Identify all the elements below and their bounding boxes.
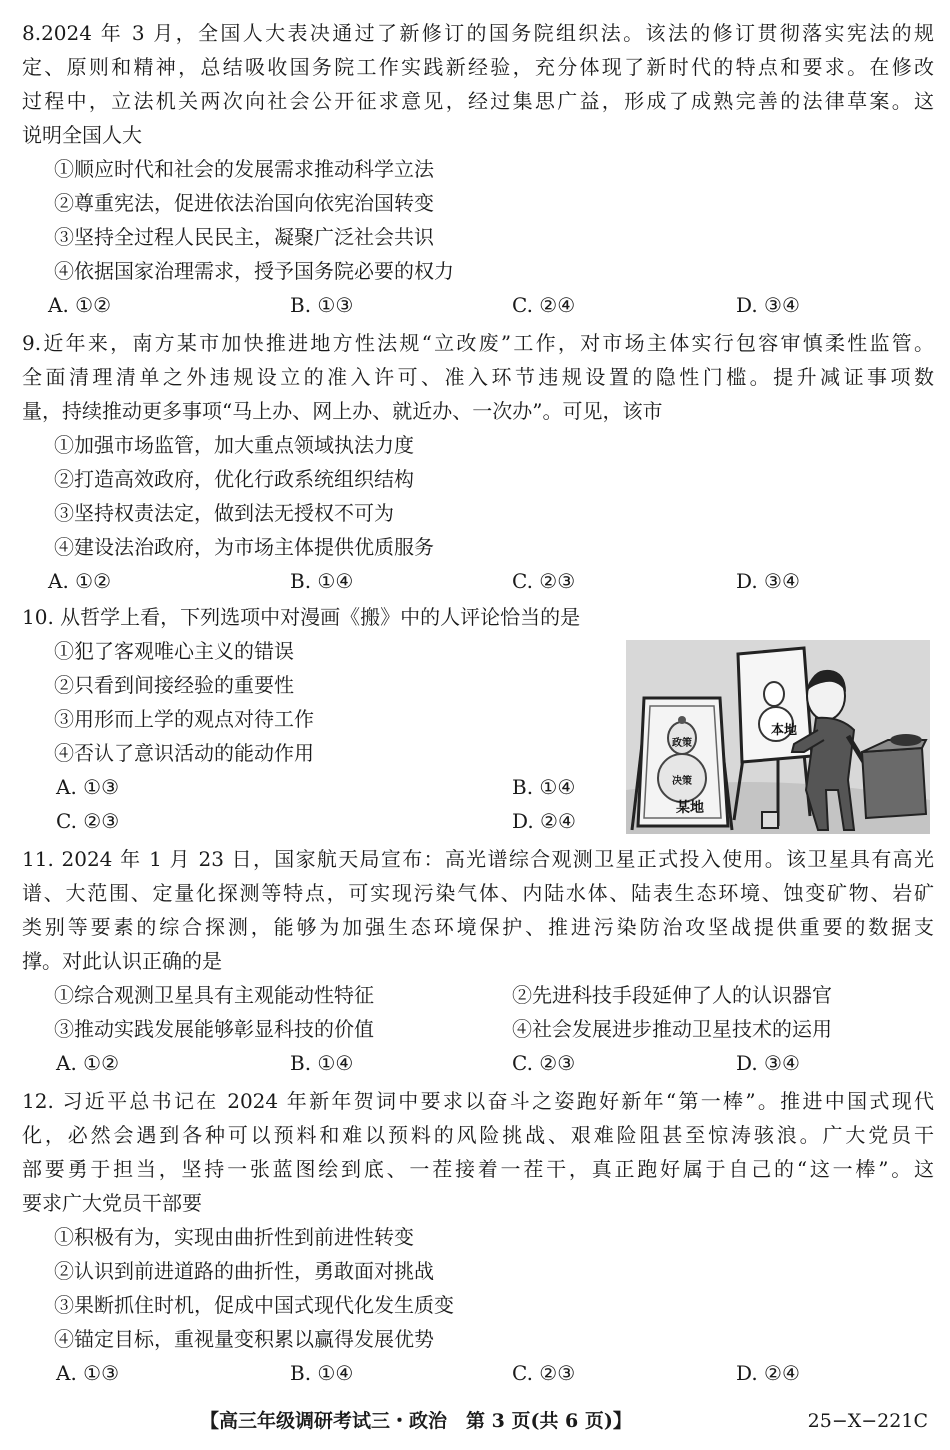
question-stem-line: 12. 习近平总书记在 2024 年新年贺词中要求以奋斗之姿跑好新年“第一棒”。推进中国式现代 <box>22 1089 934 1113</box>
option-c[interactable]: C. ②③ <box>56 809 120 833</box>
statement-4: ④建设法治政府，为市场主体提供优质服务 <box>54 535 434 559</box>
statement-2: ②先进科技手段延伸了人的认识器官 <box>512 983 832 1007</box>
option-a[interactable]: A. ①③ <box>56 775 120 799</box>
question-12 <box>22 1084 934 1390</box>
statement-row <box>22 1012 934 1046</box>
answer-options <box>22 564 934 598</box>
question-stem-line: 量，持续推动更多事项“马上办、网上办、就近办、一次办”。可见，该市 <box>22 399 663 423</box>
question-stem-line: 要求广大党员干部要 <box>22 1191 202 1215</box>
statement-row <box>22 978 934 1012</box>
statement-1: ①犯了客观唯心主义的错误 <box>54 639 294 663</box>
question-stem-line: 全面清理清单之外违规设立的准入许可、准入环节违规设置的隐性门槛。提升减证事项数 <box>22 365 934 389</box>
option-a[interactable]: A. ①③ <box>56 1361 120 1385</box>
statement-3: ③坚持全过程人民民主，凝聚广泛社会共识 <box>54 225 434 249</box>
statement-3: ③果断抓住时机，促成中国式现代化发生质变 <box>54 1293 454 1317</box>
statement-4: ④社会发展进步推动卫星技术的运用 <box>512 1017 832 1041</box>
statement-1: ①综合观测卫星具有主观能动性特征 <box>54 983 374 1007</box>
option-c[interactable]: C. ②④ <box>512 293 576 317</box>
left-gourd-bottom-label: 决策 <box>672 776 692 787</box>
option-a[interactable]: A. ①② <box>56 1051 120 1075</box>
statement-1: ①顺应时代和社会的发展需求推动科学立法 <box>54 157 434 181</box>
statement-3: ③推动实践发展能够彰显科技的价值 <box>54 1017 374 1041</box>
statement-2: ②只看到间接经验的重要性 <box>54 673 294 697</box>
option-d[interactable]: D. ②④ <box>736 1361 800 1385</box>
option-a[interactable]: A. ①② <box>48 569 112 593</box>
footer-title: 【高三年级调研考试三・政治 第 3 页(共 6 页)】 <box>200 1410 632 1432</box>
footer-code: 25−X−221C <box>807 1410 928 1432</box>
option-d[interactable]: D. ③④ <box>736 569 800 593</box>
option-b[interactable]: B. ①④ <box>512 775 576 799</box>
question-stem-line: 说明全国人大 <box>22 123 142 147</box>
left-gourd-top-label: 政策 <box>672 738 692 749</box>
statement-4: ④否认了意识活动的能动作用 <box>54 741 314 765</box>
question-stem-line: 部要勇于担当，坚持一张蓝图绘到底、一茬接着一茬干，真正跑好属于自己的“这一棒”。这 <box>22 1157 934 1181</box>
option-d[interactable]: D. ③④ <box>736 293 800 317</box>
left-board <box>632 698 732 830</box>
question-stem-line: 8.2024 年 3 月，全国人大表决通过了新修订的国务院组织法。该法的修订贯彻落实宪法的规 <box>22 21 934 45</box>
cartoon-image <box>626 640 930 834</box>
question-stem-line: 谱、大范围、定量化探测等特点，可实现污染气体、内陆水体、陆表生态环境、蚀变矿物、岩矿 <box>22 881 934 905</box>
option-c[interactable]: C. ②③ <box>512 1051 576 1075</box>
side-table <box>862 734 926 818</box>
page-footer <box>0 1404 950 1438</box>
option-d[interactable]: D. ②④ <box>512 809 576 833</box>
statement-1: ①积极有为，实现由曲折性到前进性转变 <box>54 1225 414 1249</box>
option-b[interactable]: B. ①④ <box>290 1361 354 1385</box>
question-stem-line: 9.近年来，南方某市加快推进地方性法规“立改废”工作，对市场主体实行包容审慎柔性监管。 <box>22 331 934 355</box>
statement-2: ②尊重宪法，促进依法治国向依宪治国转变 <box>54 191 434 215</box>
question-stem-line: 类别等要素的综合探测，能够为加强生态环境保护、推进污染防治攻坚战提供重要的数据支 <box>22 915 934 939</box>
option-a[interactable]: A. ①② <box>48 293 112 317</box>
option-b[interactable]: B. ①④ <box>290 569 354 593</box>
question-stem-line: 过程中，立法机关两次向社会公开征求意见，经过集思广益，形成了成熟完善的法律草案。这 <box>22 89 934 113</box>
option-b[interactable]: B. ①④ <box>290 1051 354 1075</box>
option-c[interactable]: C. ②③ <box>512 1361 576 1385</box>
statement-4: ④锚定目标，重视量变积累以赢得发展优势 <box>54 1327 434 1351</box>
statement-4: ④依据国家治理需求，授予国务院必要的权力 <box>54 259 454 283</box>
statement-2: ②认识到前进道路的曲折性，勇敢面对挑战 <box>54 1259 434 1283</box>
option-d[interactable]: D. ③④ <box>736 1051 800 1075</box>
right-board-label: 本地 <box>770 723 798 738</box>
question-stem-line: 10. 从哲学上看，下列选项中对漫画《搬》中的人评论恰当的是 <box>22 605 581 629</box>
answer-options <box>22 288 934 322</box>
question-8 <box>22 16 934 322</box>
answer-options <box>22 1046 934 1080</box>
question-stem-line: 化，必然会遇到各种可以预料和难以预料的风险挑战、艰难险阻甚至惊涛骇浪。广大党员干 <box>22 1123 934 1147</box>
question-9 <box>22 326 934 598</box>
paint-bucket <box>762 812 778 828</box>
statement-2: ②打造高效政府，优化行政系统组织结构 <box>54 467 414 491</box>
statement-1: ①加强市场监管，加大重点领域执法力度 <box>54 433 414 457</box>
question-stem-line: 11. 2024 年 1 月 23 日，国家航天局宣布：高光谱综合观测卫星正式投入使用。该卫星具有高光 <box>22 847 934 871</box>
question-stem-line: 定、原则和精神，总结吸收国务院工作实践新经验，充分体现了新时代的特点和要求。在修改 <box>22 55 934 79</box>
answer-options <box>22 1356 934 1390</box>
statement-3: ③坚持权责法定，做到法无授权不可为 <box>54 501 394 525</box>
question-stem-line: 撑。对此认识正确的是 <box>22 949 222 973</box>
option-b[interactable]: B. ①③ <box>290 293 354 317</box>
left-board-label: 某地 <box>676 800 704 816</box>
question-11 <box>22 842 934 1080</box>
option-c[interactable]: C. ②③ <box>512 569 576 593</box>
statement-3: ③用形而上学的观点对待工作 <box>54 707 314 731</box>
